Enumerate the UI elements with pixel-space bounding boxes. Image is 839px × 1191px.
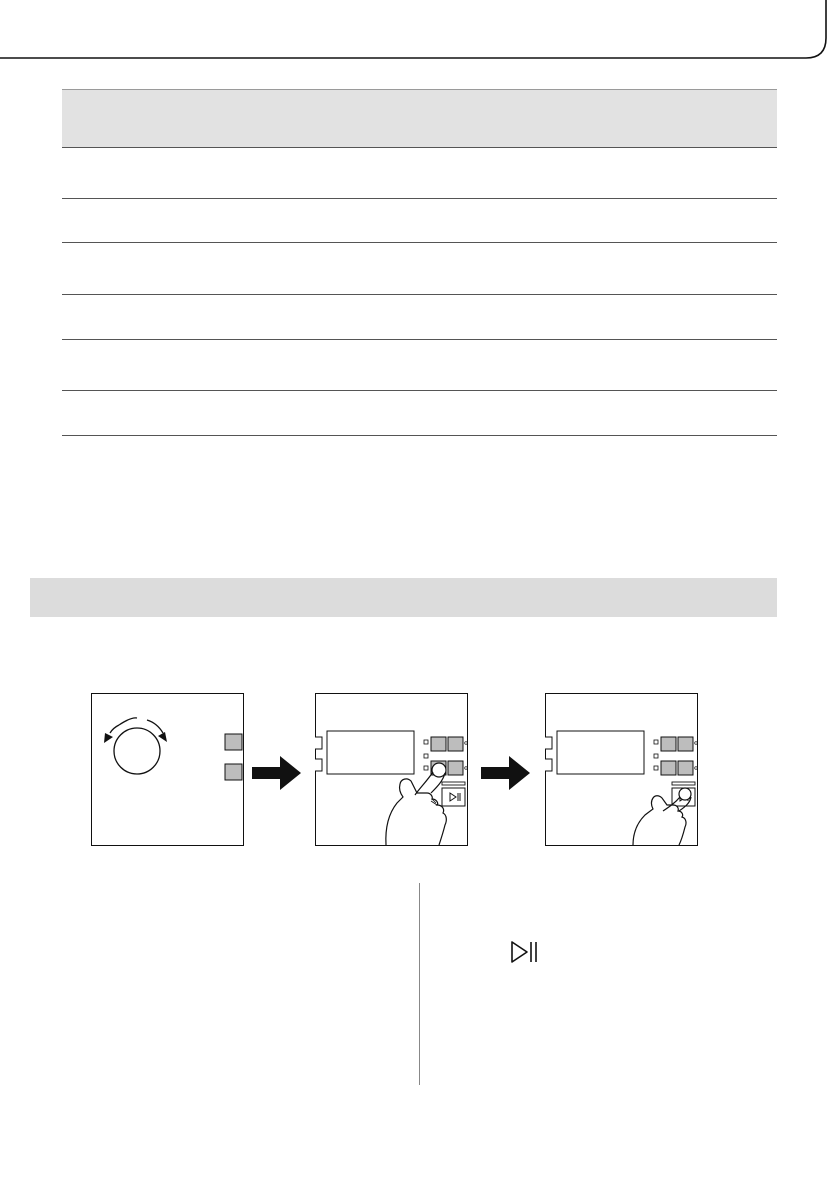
table-row (62, 295, 777, 340)
table-row (62, 391, 777, 436)
table-row (62, 243, 777, 295)
table-row (62, 148, 777, 199)
step-figures (0, 690, 839, 855)
start-pause-icon (510, 940, 540, 964)
section-heading-bar (30, 578, 777, 617)
program-knob-figure (91, 693, 244, 847)
press-option-button-figure (315, 693, 468, 847)
table-row (62, 199, 777, 243)
column-divider (419, 883, 420, 1085)
table-header-row (62, 89, 777, 148)
arrow-right-icon (252, 756, 302, 790)
page-cut-mark (0, 0, 839, 80)
press-start-pause-figure (545, 693, 698, 847)
data-table (62, 89, 777, 436)
arrow-right-icon (481, 756, 531, 790)
table-row (62, 340, 777, 391)
